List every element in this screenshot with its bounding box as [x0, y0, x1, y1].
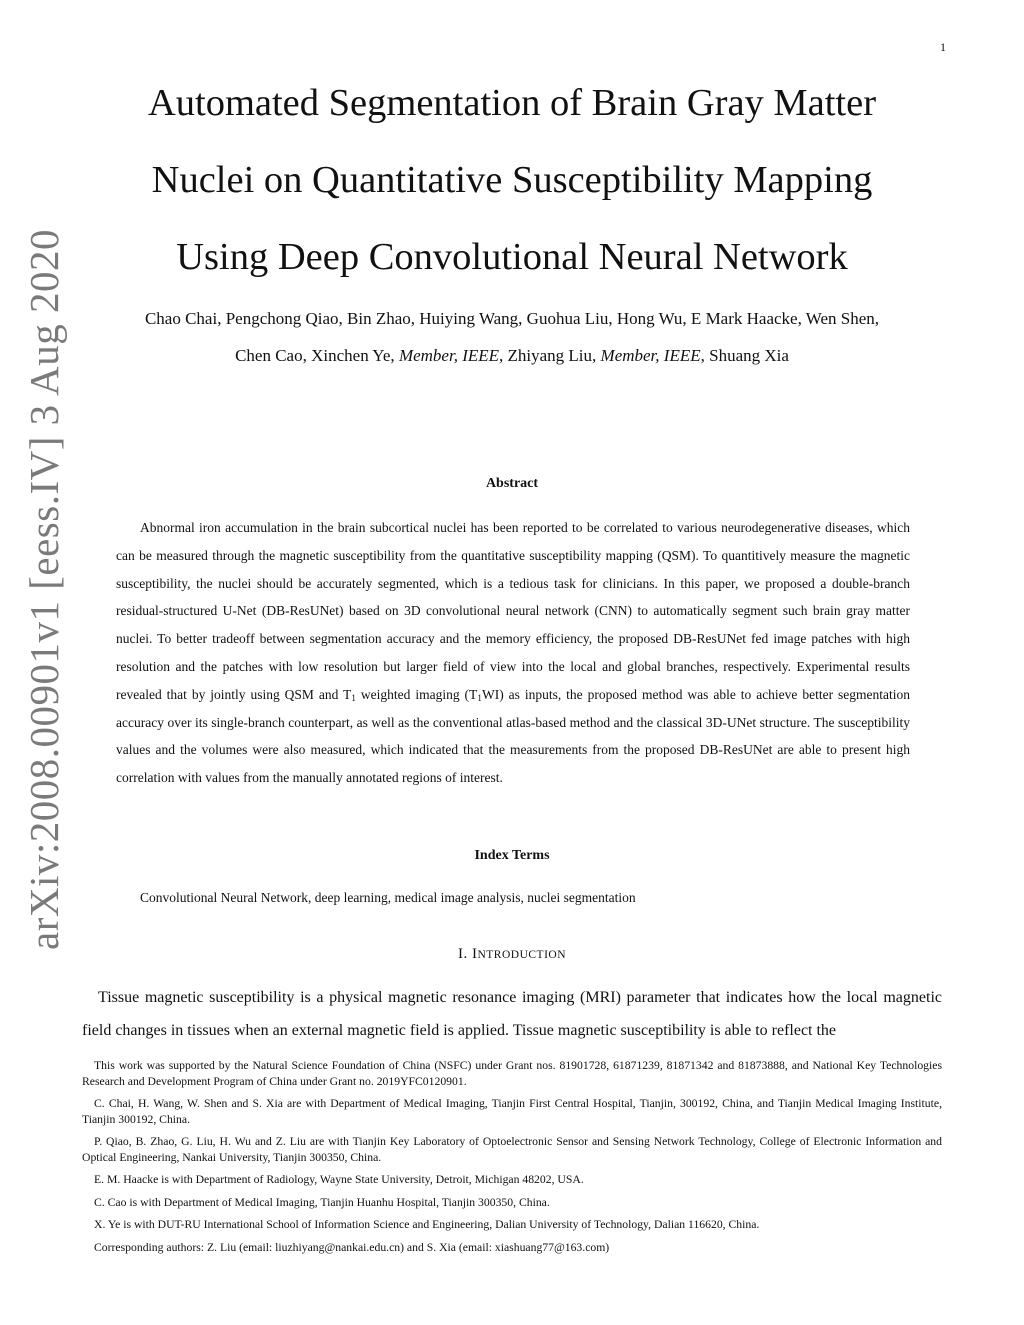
page-number: 1 — [940, 40, 946, 54]
introduction-body: Tissue magnetic susceptibility is a physical magnetic resonance imaging (MRI) parameter that indicates how the local magnetic field changes in tissues when an external magnetic field is applied. Tissue magnetic susceptibility is able to reflect the — [82, 989, 942, 1039]
author-names-c: , Shuang Xia — [700, 346, 789, 365]
index-terms-text: Convolutional Neural Network, deep learning, medical image analysis, nuclei segmentation — [140, 890, 636, 905]
author-names-a: Chen Cao, Xinchen Ye, — [235, 346, 399, 365]
author-list-line-1: Chao Chai, Pengchong Qiao, Bin Zhao, Huiying Wang, Guohua Liu, Hong Wu, E Mark Haacke, Wen Shen, — [144, 309, 880, 328]
paper-title-line-1: Automated Segmentation of Brain Gray Matter — [147, 82, 877, 124]
footnote-affiliation: C. Cao is with Department of Medical Imaging, Tianjin Huanhu Hospital, Tianjin 300350, China. — [94, 1195, 550, 1209]
footnote-affiliation: P. Qiao, B. Zhao, G. Liu, H. Wu and Z. Liu are with Tianjin Key Laboratory of Optoelectronic Sensor and Sensing Network Technology, College of Electronic Information and Optical Engineering, Nankai University, Tianjin 300350, China. — [82, 1135, 942, 1164]
paper-title-line-3: Using Deep Convolutional Neural Network — [176, 236, 848, 278]
footnote-affiliation: E. M. Haacke is with Department of Radiology, Wayne State University, Detroit, Michigan 48202, USA. — [94, 1173, 584, 1186]
footnote-funding: This work was supported by the Natural Science Foundation of China (NSFC) under Grant nos. 81901728, 61871239, 81871342 and 81873888, and National Key Technologies Research and Development Program of China under Grant no. 2019YFC0120901. — [82, 1059, 942, 1088]
arxiv-identifier-stamp: arXiv:2008.00901v1 [eess.IV] 3 Aug 2020 — [21, 229, 67, 950]
member-ieee-label: Member, IEEE — [600, 346, 701, 365]
abstract-text-part-3: WI) as inputs, the proposed method was able to achieve better segmentation accuracy over its single-branch counterpart, as well as the conventional atlas-based method and the classical 3D-UNet structure. The susceptibility values and the volumes were also measured, which indicated that the measurements from the proposed DB-ResUNet are able to present high correlation with values from the manually annotated regions of interest. — [116, 686, 910, 786]
footnote-affiliation: X. Ye is with DUT-RU International School of Information Science and Engineering, Dalian University of Technology, Dalian 116620, China. — [94, 1218, 760, 1231]
author-list-line-2 — [60, 345, 964, 367]
footnotes — [82, 1058, 942, 1262]
paper-title-line-2: Nuclei on Quantitative Susceptibility Mapping — [151, 159, 873, 201]
footnote-corresponding-authors: Corresponding authors: Z. Liu (email: liuzhiyang@nankai.edu.cn) and S. Xia (email: xiashuang77@163.com) — [94, 1240, 610, 1254]
abstract-text-part-2: weighted imaging (T — [355, 686, 478, 702]
abstract-heading: Abstract — [485, 476, 539, 491]
section-numeral: I. I — [457, 946, 478, 962]
subscript: 1 — [351, 693, 356, 704]
author-names-b: , Zhiyang Liu, — [499, 346, 601, 365]
footnote-affiliation: C. Chai, H. Wang, W. Shen and S. Xia are with Department of Medical Imaging, Tianjin First Central Hospital, Tianjin, 300192, China, and Tianjin Medical Imaging Institute, Tianjin 300192, China. — [82, 1097, 942, 1126]
abstract-text-part-1: Abnormal iron accumulation in the brain subcortical nuclei has been reported to be correlated to various neurodegenerative diseases, which can be measured through the magnetic susceptibility from the quantitative susceptibility mapping (QSM). To quantitively measure the magnetic susceptibility, the nuclei should be accurately segmented, which is a tedious task for clinicians. In this paper, we proposed a double-branch residual-structured U-Net (DB-ResUNet) based on 3D convolutional neural network (CNN) to automatically segment such brain gray matter nuclei. To better tradeoff between segmentation accuracy and the memory efficiency, the proposed DB-ResUNet fed image patches with high resolution and the patches with low resolution but larger field of view into the local and global branches, respectively. Experimental results revealed that by jointly using QSM and T — [116, 520, 910, 702]
index-terms-heading: Index Terms — [474, 848, 550, 863]
subscript: 1 — [477, 693, 482, 704]
member-ieee-label: Member, IEEE — [398, 346, 500, 365]
introduction-heading — [60, 946, 964, 963]
abstract-body — [116, 514, 910, 792]
section-title-smallcaps: NTRODUCTION — [477, 949, 567, 961]
